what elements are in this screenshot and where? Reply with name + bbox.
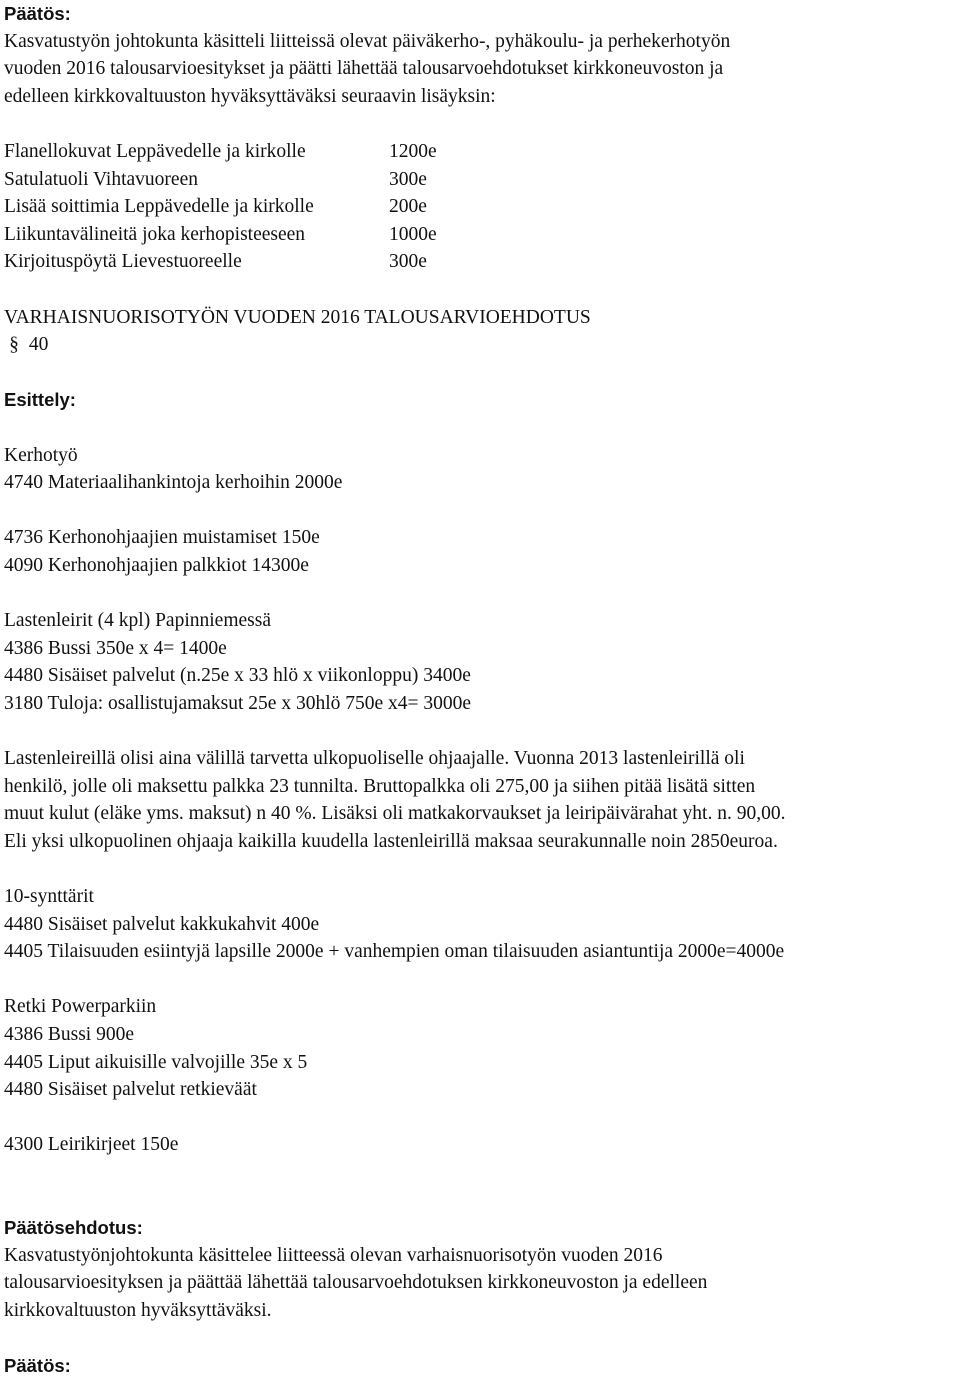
addition-name: Liikuntavälineitä joka kerhopisteeseen xyxy=(4,223,306,245)
budget-line: 4736 Kerhonohjaajien muistamiset 150e xyxy=(4,527,320,549)
addition-item xyxy=(4,193,956,221)
addition-amount: 300e xyxy=(389,168,427,190)
section-title: VARHAISNUORISOTYÖN VUODEN 2016 TALOUSARVIOEHDOTUS xyxy=(4,306,591,328)
budget-line: 4480 Sisäiset palvelut kakkukahvit 400e xyxy=(4,913,320,935)
intro-line: Kasvatustyön johtokunta käsitteli liitteissä olevat päiväkerho-, pyhäkoulu- ja perhekerhotyön xyxy=(4,30,731,52)
addition-name: Satulatuoli Vihtavuoreen xyxy=(4,168,198,190)
budget-line: 4386 Bussi 350e x 4= 1400e xyxy=(4,637,227,659)
decision-heading: Päätös: xyxy=(4,3,71,24)
kerhotyo-title: Kerhotyö xyxy=(4,444,78,466)
addition-amount: 300e xyxy=(389,251,427,273)
addition-name: Lisää soittimia Leppävedelle ja kirkolle xyxy=(4,196,314,218)
proposal-line: talousarvioesityksen ja päättää lähettää talousarvoehdotuksen kirkkoneuvoston ja edelleen xyxy=(4,1272,708,1294)
addition-amount: 1200e xyxy=(389,140,437,162)
budget-line: 4740 Materiaalihankintoja kerhoihin 2000e xyxy=(4,472,343,494)
leirit-title: Lastenleirit (4 kpl) Papinniemessä xyxy=(4,610,271,632)
esittely-heading: Esittely: xyxy=(4,389,76,411)
document-page xyxy=(4,0,956,1380)
section-symbol: § xyxy=(9,334,19,356)
synttarit-title: 10-synttärit xyxy=(4,886,94,907)
budget-line: 4405 Tilaisuuden esiintyjä lapsille 2000e + vanhempien oman tilaisuuden asiantuntija 2000e=4000e xyxy=(4,941,785,963)
intro-line: edelleen kirkkovaltuuston hyväksyttäväksi seuraavin lisäyksin: xyxy=(4,85,496,107)
budget-line: 4300 Leirikirjeet 150e xyxy=(4,1134,179,1156)
addition-amount: 1000e xyxy=(389,223,437,245)
budget-line: 4480 Sisäiset palvelut retkieväät xyxy=(4,1079,257,1101)
budget-line: 4090 Kerhonohjaajien palkkiot 14300e xyxy=(4,554,309,576)
section-number-row xyxy=(4,331,956,359)
budget-line: 4386 Bussi 900e xyxy=(4,1023,135,1045)
leirit-note-line: Eli yksi ulkopuolinen ohjaaja kaikilla kuudella lastenleirillä maksaa seurakunnalle noin 2850euroa. xyxy=(4,830,778,852)
proposal-heading: Päätösehdotus: xyxy=(4,1217,143,1239)
section-number: 40 xyxy=(28,334,49,356)
budget-line: 4405 Liput aikuisille valvojille 35e x 5 xyxy=(4,1051,308,1073)
decision-heading-bottom: Päätös: xyxy=(4,1355,71,1377)
addition-item xyxy=(4,221,956,249)
retki-title: Retki Powerparkiin xyxy=(4,996,157,1018)
leirit-note-line: henkilö, jolle oli maksettu palkka 23 tunnilta. Bruttopalkka oli 275,00 ja siihen pitää lisätä sitten xyxy=(4,775,756,797)
leirit-note-line: Lastenleireillä olisi aina välillä tarvetta ulkopuoliselle ohjaajalle. Vuonna 2013 lastenleirillä oli xyxy=(4,748,745,770)
budget-line: 3180 Tuloja: osallistujamaksut 25e x 30hlö 750e x4= 3000e xyxy=(4,692,472,714)
addition-item xyxy=(4,166,956,194)
addition-item xyxy=(4,248,956,276)
proposal-line: kirkkovaltuuston hyväksyttäväksi. xyxy=(4,1299,272,1321)
addition-name: Flanellokuvat Leppävedelle ja kirkolle xyxy=(4,140,306,162)
intro-line: vuoden 2016 talousarvioesitykset ja päätti lähettää talousarvoehdotukset kirkkoneuvoston ja xyxy=(4,58,724,80)
addition-name: Kirjoituspöytä Lievestuoreelle xyxy=(4,251,242,273)
proposal-line: Kasvatustyönjohtokunta käsittelee liitteessä olevan varhaisnuorisotyön vuoden 2016 xyxy=(4,1244,663,1266)
addition-item xyxy=(4,138,956,166)
addition-amount: 200e xyxy=(389,196,427,218)
leirit-note-line: muut kulut (eläke yms. maksut) n 40 %. Lisäksi oli matkakorvaukset ja leiripäivärahat yht. n. 90,00. xyxy=(4,803,786,825)
budget-line: 4480 Sisäiset palvelut (n.25e x 33 hlö x viikonloppu) 3400e xyxy=(4,665,471,687)
